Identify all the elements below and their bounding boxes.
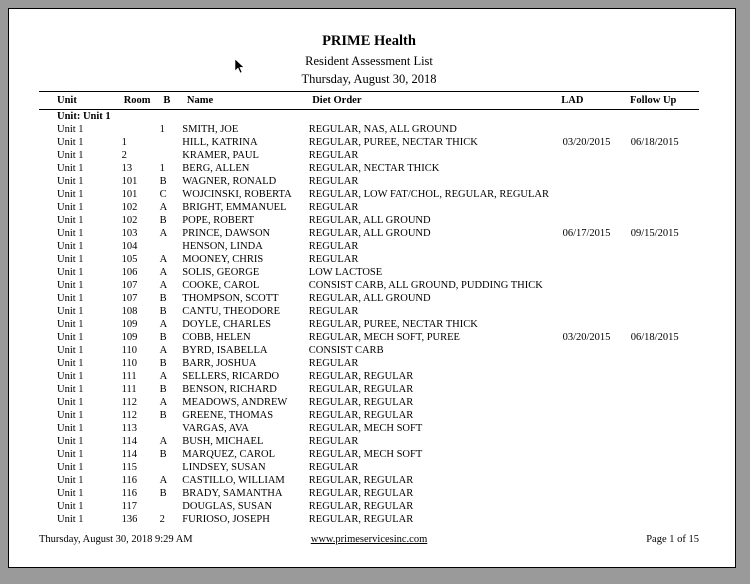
cell-follow-up: [631, 357, 699, 370]
document-page: [8, 8, 736, 568]
cell-diet-order: REGULAR: [308, 254, 359, 265]
cell-room: 110: [121, 345, 137, 356]
cell-room: 111: [121, 371, 137, 382]
cell-diet-order: REGULAR, PUREE, NECTAR THICK: [308, 137, 478, 148]
cell-unit: Unit 1: [57, 332, 84, 343]
cell-diet-order: REGULAR, REGULAR: [308, 371, 414, 382]
cell-diet-order: REGULAR, REGULAR: [308, 397, 414, 408]
column-header-unit[interactable]: Unit: [57, 95, 77, 106]
table-row[interactable]: [39, 500, 699, 513]
cell-diet-order: LOW LACTOSE: [308, 267, 383, 278]
cell-unit: Unit 1: [57, 436, 84, 447]
page-footer: [39, 534, 699, 545]
cell-unit: Unit 1: [57, 202, 84, 213]
cell-diet-order: REGULAR: [308, 150, 359, 161]
column-header-follow-up[interactable]: Follow Up: [629, 95, 677, 106]
cell-diet-order: REGULAR, NAS, ALL GROUND: [308, 124, 457, 135]
cell-diet-order: REGULAR, NECTAR THICK: [308, 163, 440, 174]
cell-bed: A: [159, 228, 168, 239]
cell-bed: [160, 240, 183, 253]
cell-name: HENSON, LINDA: [182, 241, 263, 252]
cell-name: VARGAS, AVA: [182, 423, 249, 434]
table-row[interactable]: [39, 201, 699, 214]
cell-name: BYRD, ISABELLA: [182, 345, 268, 356]
cell-follow-up: [631, 448, 699, 461]
cell-name: WAGNER, RONALD: [182, 176, 277, 187]
cell-diet-order: REGULAR: [308, 176, 359, 187]
cell-follow-up: [631, 188, 699, 201]
cell-lad: [563, 279, 631, 292]
cell-name: COBB, HELEN: [182, 332, 251, 343]
cell-follow-up: [631, 461, 699, 474]
cell-lad: [563, 175, 631, 188]
table-row[interactable]: [39, 396, 699, 409]
cell-lad: [563, 513, 631, 526]
cell-room: 108: [121, 306, 138, 317]
cell-name: FURIOSO, JOSEPH: [182, 514, 270, 525]
cell-unit: Unit 1: [57, 189, 84, 200]
cell-room: 116: [121, 475, 137, 486]
cell-room: 136: [121, 514, 138, 525]
cell-follow-up: [631, 474, 699, 487]
table-body: [39, 110, 699, 526]
cell-bed: B: [159, 488, 167, 499]
cell-diet-order: REGULAR, MECH SOFT: [308, 449, 423, 460]
cell-unit: Unit 1: [57, 358, 84, 369]
cell-room: 102: [121, 202, 138, 213]
cell-lad: [563, 448, 631, 461]
cell-room: 114: [121, 436, 137, 447]
cell-name: KRAMER, PAUL: [182, 150, 259, 161]
table-row[interactable]: [39, 513, 699, 526]
table-row[interactable]: [39, 305, 699, 318]
cell-lad: [563, 253, 631, 266]
cell-name: BARR, JOSHUA: [182, 358, 257, 369]
cell-lad: [563, 240, 631, 253]
cell-lad: [563, 344, 631, 357]
cell-room: 101: [121, 176, 138, 187]
cell-unit: Unit 1: [57, 280, 84, 291]
cell-room: 112: [121, 397, 137, 408]
cell-diet-order: REGULAR, REGULAR: [308, 501, 414, 512]
column-header-b[interactable]: B: [163, 95, 171, 106]
cell-room: 102: [121, 215, 138, 226]
table-row[interactable]: [39, 422, 699, 435]
cell-bed: B: [159, 215, 167, 226]
cell-diet-order: CONSIST CARB, ALL GROUND, PUDDING THICK: [308, 280, 543, 291]
cell-unit: Unit 1: [57, 371, 84, 382]
table-row[interactable]: [39, 240, 699, 253]
table-row[interactable]: [39, 318, 699, 331]
table-row[interactable]: [39, 266, 699, 279]
cell-follow-up: [631, 214, 699, 227]
cell-name: BERG, ALLEN: [182, 163, 250, 174]
cell-name: DOUGLAS, SUSAN: [182, 501, 273, 512]
cell-diet-order: REGULAR, ALL GROUND: [308, 215, 431, 226]
cell-room: 112: [121, 410, 137, 421]
cell-room: 106: [121, 267, 138, 278]
cell-unit: Unit 1: [57, 137, 84, 148]
cell-room: 2: [121, 150, 127, 161]
cell-diet-order: REGULAR, ALL GROUND: [308, 228, 431, 239]
cell-follow-up: [631, 201, 699, 214]
cell-name: DOYLE, CHARLES: [182, 319, 271, 330]
cell-lad: [563, 396, 631, 409]
cell-name: PRINCE, DAWSON: [182, 228, 271, 239]
cell-diet-order: REGULAR, REGULAR: [308, 475, 414, 486]
cell-follow-up: 06/18/2015: [630, 332, 679, 343]
cell-unit: Unit 1: [57, 293, 84, 304]
footer-timestamp: Thursday, August 30, 2018 9:29 AM: [39, 534, 193, 545]
table-row[interactable]: [39, 357, 699, 370]
cell-room: 110: [121, 358, 137, 369]
cell-bed: [160, 422, 183, 435]
cell-room: 115: [121, 462, 137, 473]
cell-diet-order: REGULAR, MECH SOFT, PUREE: [308, 332, 460, 343]
cell-lad: [563, 370, 631, 383]
cell-diet-order: REGULAR, REGULAR: [308, 384, 414, 395]
cell-room: 109: [121, 332, 138, 343]
cell-unit: Unit 1: [57, 228, 84, 239]
cell-lad: [563, 461, 631, 474]
cell-unit: Unit 1: [57, 488, 84, 499]
cell-room: 104: [121, 241, 138, 252]
cell-name: WOJCINSKI, ROBERTA: [182, 189, 292, 200]
cell-bed: B: [159, 410, 167, 421]
cell-diet-order: REGULAR, MECH SOFT: [308, 423, 423, 434]
cell-follow-up: [631, 487, 699, 500]
table-row[interactable]: [39, 227, 699, 240]
cell-diet-order: REGULAR: [308, 202, 359, 213]
table-row[interactable]: [39, 435, 699, 448]
cell-name: MARQUEZ, CAROL: [182, 449, 276, 460]
cell-follow-up: [631, 162, 699, 175]
cell-lad: [563, 422, 631, 435]
cell-lad: [563, 214, 631, 227]
cell-lad: [563, 188, 631, 201]
cell-follow-up: [631, 500, 699, 513]
cell-room: 107: [121, 280, 138, 291]
cell-unit: Unit 1: [57, 319, 84, 330]
cell-name: BRADY, SAMANTHA: [182, 488, 283, 499]
cell-bed: A: [159, 280, 168, 291]
cell-diet-order: REGULAR: [308, 462, 359, 473]
table-row[interactable]: [39, 136, 699, 149]
column-header-room[interactable]: Room: [123, 95, 151, 106]
group-header-row: [39, 110, 699, 123]
cell-name: LINDSEY, SUSAN: [182, 462, 266, 473]
cell-bed: A: [159, 475, 168, 486]
cell-lad: [563, 149, 631, 162]
cell-follow-up: [631, 370, 699, 383]
cell-lad: 03/20/2015: [562, 332, 611, 343]
cell-room: 103: [121, 228, 138, 239]
cell-diet-order: REGULAR, REGULAR: [308, 514, 414, 525]
column-header-diet-order[interactable]: Diet Order: [312, 95, 362, 106]
cell-bed: [160, 136, 183, 149]
cell-lad: [563, 305, 631, 318]
cell-unit: Unit 1: [57, 124, 84, 135]
cell-bed: A: [159, 397, 168, 408]
cell-room: 117: [121, 501, 137, 512]
cell-unit: Unit 1: [57, 462, 84, 473]
cell-lad: [563, 383, 631, 396]
cell-lad: [563, 409, 631, 422]
cell-follow-up: [631, 396, 699, 409]
cell-bed: C: [159, 189, 167, 200]
cell-room: 1: [121, 137, 127, 148]
cell-bed: 1: [159, 163, 165, 174]
cell-bed: [160, 461, 183, 474]
cell-lad: [563, 162, 631, 175]
cell-bed: B: [159, 358, 167, 369]
cell-follow-up: [631, 253, 699, 266]
cell-follow-up: [631, 383, 699, 396]
cell-follow-up: [631, 266, 699, 279]
cell-name: MEADOWS, ANDREW: [182, 397, 288, 408]
cell-lad: [563, 435, 631, 448]
cell-follow-up: [631, 318, 699, 331]
cell-follow-up: [631, 409, 699, 422]
table-row[interactable]: [39, 344, 699, 357]
cell-unit: Unit 1: [57, 410, 84, 421]
cell-name: THOMPSON, SCOTT: [182, 293, 279, 304]
cell-unit: Unit 1: [57, 254, 84, 265]
cell-follow-up: 09/15/2015: [630, 228, 679, 239]
cell-diet-order: REGULAR, PUREE, NECTAR THICK: [308, 319, 478, 330]
cell-unit: Unit 1: [57, 449, 84, 460]
cell-lad: [563, 487, 631, 500]
cell-unit: Unit 1: [57, 501, 84, 512]
table-row[interactable]: [39, 162, 699, 175]
table-row[interactable]: [39, 409, 699, 422]
cell-diet-order: REGULAR, LOW FAT/CHOL, REGULAR, REGULAR: [308, 189, 550, 200]
cell-lad: [563, 123, 631, 136]
cell-unit: Unit 1: [57, 514, 84, 525]
cell-unit: Unit 1: [57, 384, 84, 395]
resident-assessment-table: [39, 92, 699, 109]
cell-follow-up: [631, 240, 699, 253]
cell-lad: 03/20/2015: [562, 137, 611, 148]
cell-diet-order: REGULAR: [308, 241, 359, 252]
cell-lad: [563, 292, 631, 305]
table-row[interactable]: [39, 331, 699, 344]
cell-lad: [563, 266, 631, 279]
cell-room: 107: [121, 293, 138, 304]
cell-name: CANTU, THEODORE: [182, 306, 281, 317]
cell-name: CASTILLO, WILLIAM: [182, 475, 285, 486]
table-row[interactable]: [39, 292, 699, 305]
cell-bed: B: [159, 293, 167, 304]
cell-lad: [563, 500, 631, 513]
table-row[interactable]: [39, 370, 699, 383]
cell-bed: A: [159, 254, 168, 265]
cell-name: SOLIS, GEORGE: [182, 267, 260, 278]
cell-bed: A: [159, 267, 168, 278]
cell-follow-up: [631, 513, 699, 526]
cell-bed: B: [159, 176, 167, 187]
cell-unit: Unit 1: [57, 397, 84, 408]
cell-room: 13: [121, 163, 133, 174]
resident-assessment-body: [39, 110, 699, 526]
cell-unit: Unit 1: [57, 163, 84, 174]
cell-name: HILL, KATRINA: [182, 137, 258, 148]
cell-bed: [160, 149, 183, 162]
table-header-row: [39, 92, 699, 109]
table-row[interactable]: [39, 253, 699, 266]
cell-diet-order: REGULAR: [308, 358, 359, 369]
cell-bed: A: [159, 202, 168, 213]
cell-room: 109: [121, 319, 138, 330]
cell-follow-up: [631, 175, 699, 188]
table-head: [39, 92, 699, 109]
cell-bed: B: [159, 384, 167, 395]
cell-lad: [563, 318, 631, 331]
cell-name: MOONEY, CHRIS: [182, 254, 264, 265]
cell-bed: 1: [159, 124, 165, 135]
cell-diet-order: REGULAR, REGULAR: [308, 488, 414, 499]
cell-name: SELLERS, RICARDO: [182, 371, 280, 382]
cell-diet-order: REGULAR, REGULAR: [308, 410, 414, 421]
cell-bed: A: [159, 345, 168, 356]
cell-unit: Unit 1: [57, 475, 84, 486]
table-row[interactable]: [39, 487, 699, 500]
cell-diet-order: REGULAR: [308, 306, 359, 317]
cell-unit: Unit 1: [57, 176, 84, 187]
cell-name: BRIGHT, EMMANUEL: [182, 202, 287, 213]
cell-room: 116: [121, 488, 137, 499]
page-content: [39, 33, 699, 526]
cell-room: 114: [121, 449, 137, 460]
page-title: PRIME Health: [322, 33, 416, 49]
report-subtitle: Resident Assessment List: [305, 54, 433, 68]
table-row[interactable]: [39, 383, 699, 396]
cell-unit: Unit 1: [57, 267, 84, 278]
cell-unit: Unit 1: [57, 423, 84, 434]
cell-name: BUSH, MICHAEL: [182, 436, 264, 447]
column-header-lad[interactable]: LAD: [561, 95, 584, 106]
cell-bed: B: [159, 306, 167, 317]
cell-bed: 2: [159, 514, 165, 525]
cell-bed: A: [159, 371, 168, 382]
cell-bed: B: [159, 449, 167, 460]
table-row[interactable]: [39, 188, 699, 201]
footer-website-link[interactable]: www.primeservicesinc.com: [310, 534, 428, 545]
cell-name: BENSON, RICHARD: [182, 384, 277, 395]
cell-lad: 06/17/2015: [562, 228, 611, 239]
cell-lad: [563, 474, 631, 487]
cell-bed: [160, 500, 183, 513]
cell-name: COOKE, CAROL: [182, 280, 260, 291]
cell-room: 101: [121, 189, 138, 200]
cell-unit: Unit 1: [57, 150, 84, 161]
cell-bed: B: [159, 332, 167, 343]
cell-lad: [563, 201, 631, 214]
table-row[interactable]: [39, 461, 699, 474]
table-row[interactable]: [39, 474, 699, 487]
cell-room: 113: [121, 423, 137, 434]
cell-room: [122, 123, 160, 136]
cell-name: GREENE, THOMAS: [182, 410, 274, 421]
cell-room: 111: [121, 384, 137, 395]
cell-lad: [563, 357, 631, 370]
cell-unit: Unit 1: [57, 241, 84, 252]
cell-follow-up: [631, 279, 699, 292]
cell-diet-order: REGULAR: [308, 436, 359, 447]
cell-follow-up: [631, 123, 699, 136]
cell-follow-up: [631, 149, 699, 162]
cell-name: SMITH, JOE: [182, 124, 239, 135]
footer-page-number: Page 1 of 15: [646, 534, 699, 545]
cell-diet-order: REGULAR, ALL GROUND: [308, 293, 431, 304]
cell-name: POPE, ROBERT: [182, 215, 255, 226]
cell-follow-up: [631, 292, 699, 305]
cell-bed: A: [159, 319, 168, 330]
column-header-name[interactable]: Name: [186, 95, 214, 106]
table-row[interactable]: [39, 279, 699, 292]
cell-unit: Unit 1: [57, 345, 84, 356]
report-date: Thursday, August 30, 2018: [301, 72, 437, 86]
cell-follow-up: [631, 305, 699, 318]
table-row[interactable]: [39, 175, 699, 188]
cell-follow-up: [631, 435, 699, 448]
cell-follow-up: 06/18/2015: [630, 137, 679, 148]
table-row[interactable]: [39, 214, 699, 227]
cell-unit: Unit 1: [57, 215, 84, 226]
cell-bed: A: [159, 436, 168, 447]
cell-unit: Unit 1: [57, 306, 84, 317]
cell-diet-order: CONSIST CARB: [308, 345, 384, 356]
cell-follow-up: [631, 344, 699, 357]
group-label: Unit: Unit 1: [57, 111, 111, 122]
table-row[interactable]: [39, 149, 699, 162]
table-row[interactable]: [39, 123, 699, 136]
cell-follow-up: [631, 422, 699, 435]
cell-room: 105: [121, 254, 138, 265]
table-row[interactable]: [39, 448, 699, 461]
